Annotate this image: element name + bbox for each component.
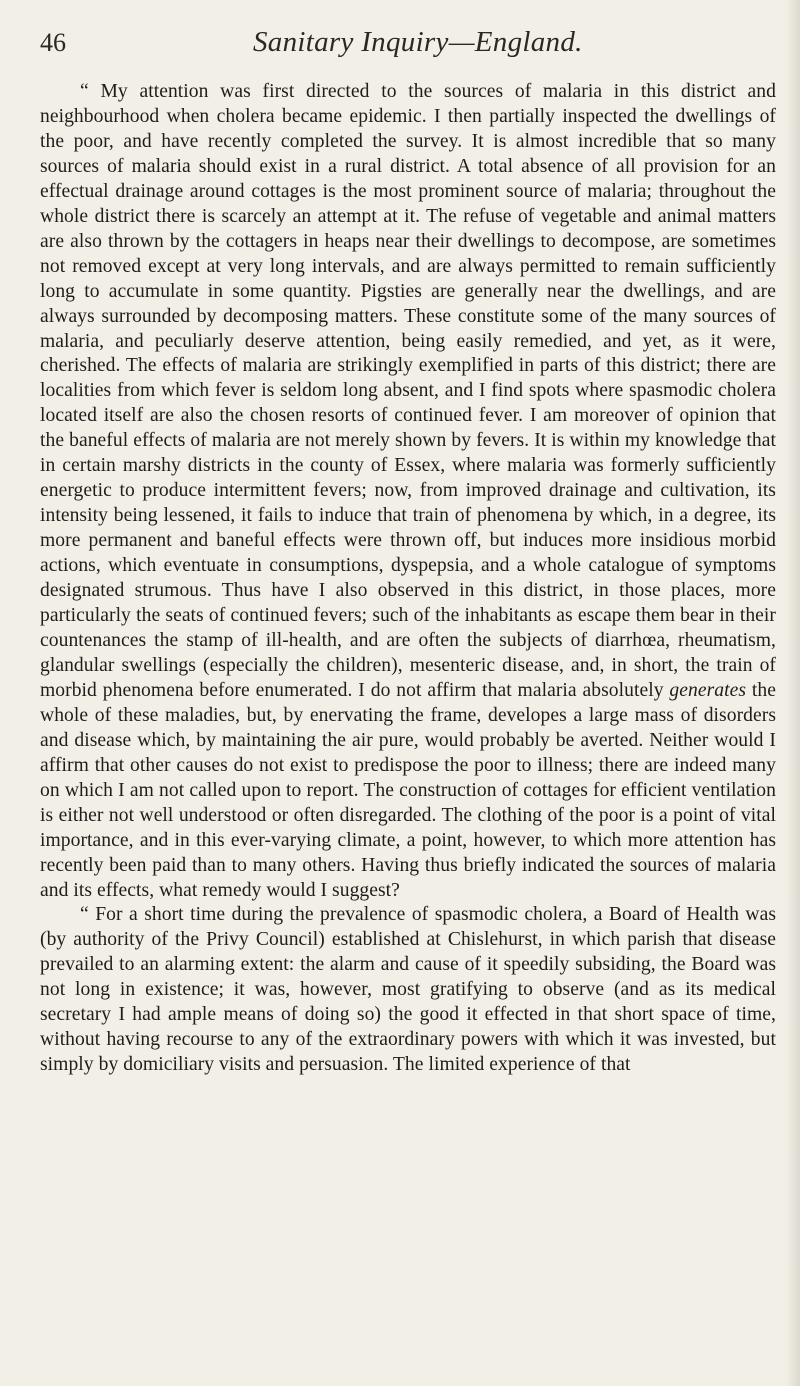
page-header [40,22,780,66]
paragraph [40,80,776,903]
running-title: Sanitary Inquiry—England. [253,26,583,58]
paragraph-text: “ My attention was first directed to the sources of malaria in this district and neighbourhood when cholera became epidemic. I then partially inspected the dwellings of the poor, and have recently completed the survey. It is almost incredible that so many sources of malaria should exist in a rural district. A total absence of all provision for an effectual drainage around cottages is the most prominent source of malaria; throughout the whole district there is scarcely an attempt at it. The refuse of vegetable and animal matters are also thrown by the cottagers in heaps near their dwellings to decompose, are sometimes not removed except at very long intervals, and are always permitted to remain sufficiently long to accumulate in some quantity. Pigsties are generally near the dwellings, and are always surrounded by decomposing matters. These constitute some of the many sources of malaria, and peculiarly deserve attention, being easily remedied, and yet, as it were, cherished. The effects of malaria are strikingly exemplified in parts of this district; there are localities from which fever is seldom long absent, and I find spots where spasmodic cholera located itself are also the chosen resorts of continued fever. I am moreover of opinion that the baneful effects of malaria are not merely shown by fevers. It is within my knowledge that in certain marshy districts in the county of Essex, where malaria was formerly sufficiently energetic to produce intermittent fevers; now, from improved drainage and cultivation, its intensity being lessened, it fails to induce that train of phenomena by which, in a degree, its more permanent and baneful effects were thrown off, but induces more insidious morbid actions, which eventuate in consumptions, dyspepsia, and a whole catalogue of symptoms designated strumous. Thus have I also observed in this district, in those places, more particularly the seats of continued fevers; such of the inhabitants as escape them bear in their countenances the stamp of ill-health, and are often the subjects of diarrhœa, rheumatism, glandular swellings (especially the children), mesenteric disease, and, in short, the train of morbid phenomena before enumerated. I do not affirm that malaria absolutely [40,81,776,701]
page-edge-shadow [786,0,800,1386]
paragraph-text: the whole of these maladies, but, by enervating the frame, developes a large mass of disorders and disease which, by maintaining the air pure, would probably be averted. Neither would I affirm that other causes do not exist to predispose the poor to illness; there are indeed many on which I am not called upon to report. The construction of cottages for efficient ventilation is either not well understood or often disregarded. The clothing of the poor is a point of vital importance, and in this ever-varying climate, a point, however, to which more attention has recently been paid than to many others. Having thus briefly indicated the sources of malaria and its effects, what remedy would I suggest? [40,679,776,901]
italic-emphasis: generates [669,679,747,701]
body-text [40,80,776,1078]
page-number: 46 [40,28,66,57]
paragraph-text: “ For a short time during the prevalence of spasmodic cholera, a Board of Health was (by authority of the Privy Council) established at Chislehurst, in which parish that disease prevailed to an alarming extent: the alarm and cause of it speedily subsiding, the Board was not long in existence; it was, however, most gratifying to observe (and as its medical secretary I had ample means of doing so) the good it effected in that short space of time, without having recourse to any of the extraordinary powers with which it was invested, but simply by domiciliary visits and persuasion. The limited experience of that [40,904,776,1076]
paragraph [40,903,776,1078]
